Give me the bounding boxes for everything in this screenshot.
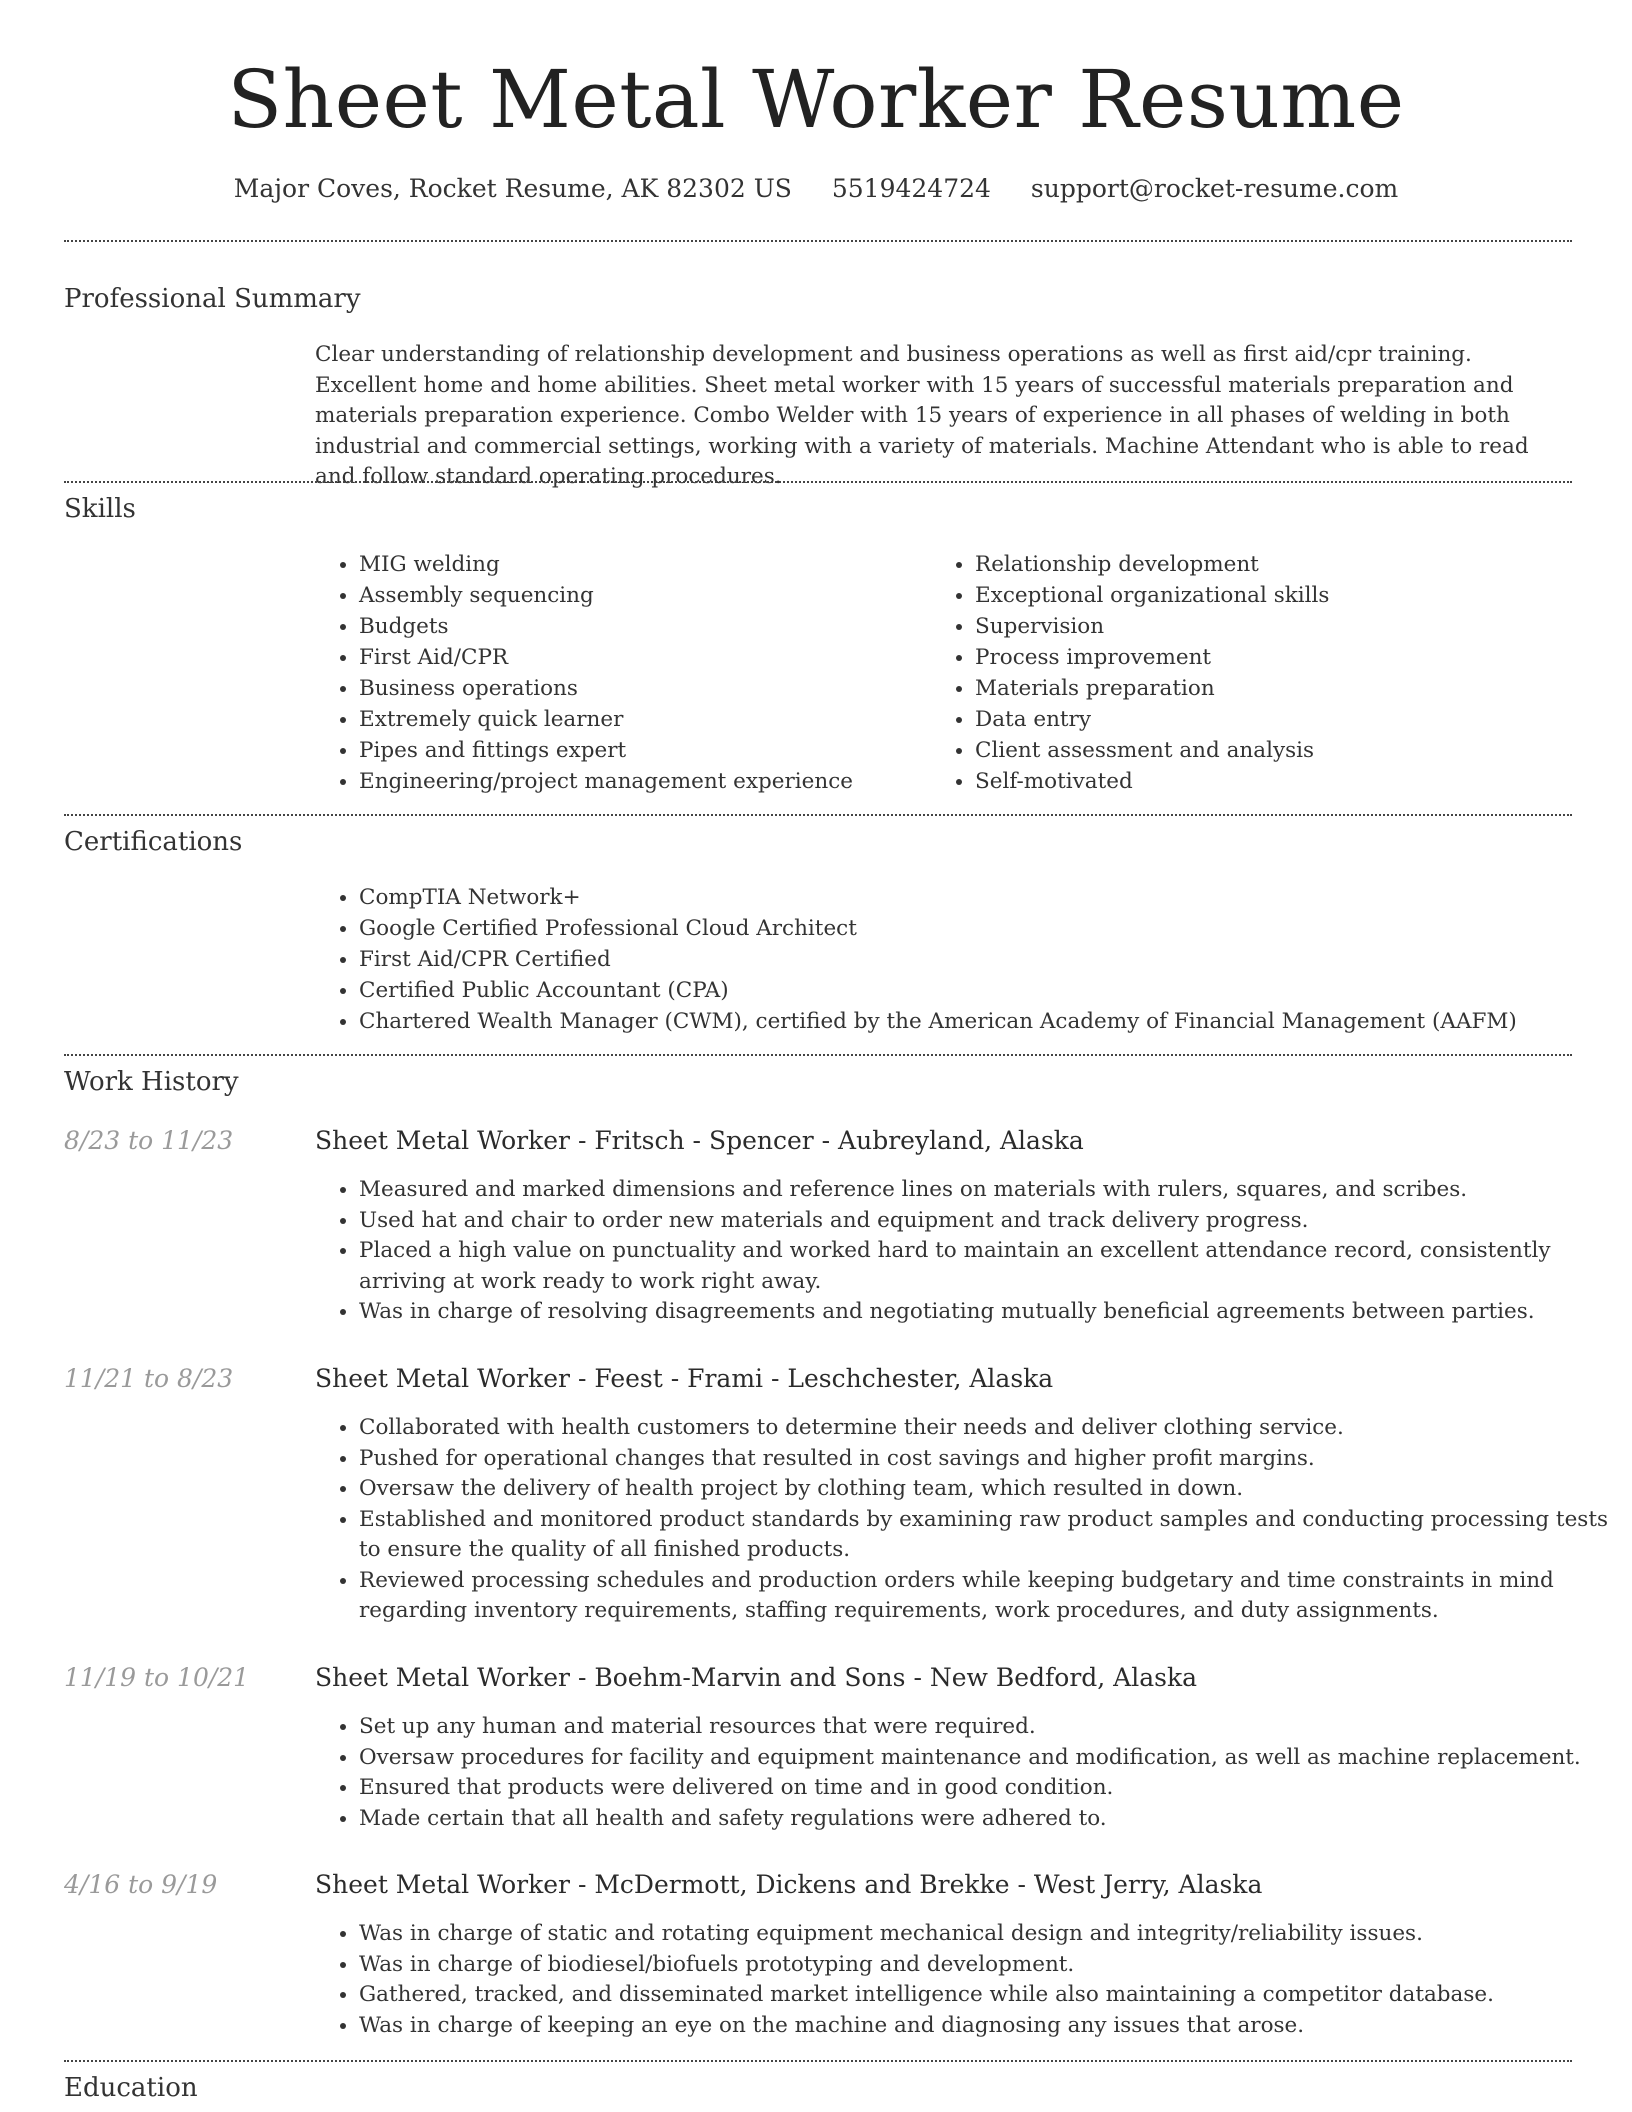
divider — [64, 481, 1572, 483]
job-title: Sheet Metal Worker - McDermott, Dickens and Brekke - West Jerry, Alaska — [315, 1870, 1263, 1899]
skill-item: • Relationship development — [975, 549, 1575, 580]
skill-item: • Budgets — [359, 611, 919, 642]
job-bullet: • Reviewed processing schedules and production orders while keeping budgetary and time constraints in mind regarding inventory requirements, staffing requirements, work procedures, and duty assignments. — [359, 1566, 1617, 1627]
skills-list-left — [315, 549, 919, 797]
certification-item: • Certified Public Accountant (CPA) — [359, 975, 1617, 1006]
skill-item: • Self-motivated — [975, 766, 1575, 797]
section-title-education: Education — [64, 2073, 198, 2103]
job-bullets — [315, 1919, 1617, 2041]
skill-item: • Data entry — [975, 704, 1575, 735]
job-date: 8/23 to 11/23 — [64, 1126, 234, 1155]
contact-line — [0, 172, 1632, 206]
job-bullets — [315, 1712, 1617, 1834]
skill-item: • Engineering/project management experience — [359, 766, 919, 797]
skill-item: • Materials preparation — [975, 673, 1575, 704]
section-title-summary: Professional Summary — [64, 284, 361, 314]
job-bullet: • Was in charge of keeping an eye on the machine and diagnosing any issues that arose. — [359, 2011, 1617, 2042]
job-title: Sheet Metal Worker - Fritsch - Spencer - Aubreyland, Alaska — [315, 1126, 1084, 1155]
job-bullet: • Gathered, tracked, and disseminated market intelligence while also maintaining a competitor database. — [359, 1980, 1617, 2011]
job-bullets — [315, 1175, 1617, 1328]
job-bullet: • Collaborated with health customers to determine their needs and deliver clothing service. — [359, 1413, 1617, 1444]
job-bullet: • Placed a high value on punctuality and worked hard to maintain an excellent attendance record, consistently arriving at work ready to work right away. — [359, 1236, 1617, 1297]
job-bullet: • Was in charge of static and rotating equipment mechanical design and integrity/reliability issues. — [359, 1919, 1617, 1950]
skill-item: • Extremely quick learner — [359, 704, 919, 735]
job-bullet: • Was in charge of biodiesel/biofuels prototyping and development. — [359, 1950, 1617, 1981]
section-title-certifications: Certifications — [64, 827, 243, 857]
resume-title: Sheet Metal Worker Resume — [227, 53, 1405, 146]
job-bullet: • Pushed for operational changes that resulted in cost savings and higher profit margins. — [359, 1444, 1617, 1475]
skill-item: • Business operations — [359, 673, 919, 704]
job-bullet: • Ensured that products were delivered on time and in good condition. — [359, 1773, 1617, 1804]
skill-item: • Pipes and fittings expert — [359, 735, 919, 766]
certification-item: • CompTIA Network+ — [359, 882, 1617, 913]
skill-item: • MIG welding — [359, 549, 919, 580]
divider — [64, 2060, 1572, 2062]
job-bullet: • Oversaw the delivery of health project by clothing team, which resulted in down. — [359, 1474, 1617, 1505]
job-bullet: • Was in charge of resolving disagreements and negotiating mutually beneficial agreements between parties. — [359, 1297, 1617, 1328]
divider — [64, 1054, 1572, 1056]
certification-item: • First Aid/CPR Certified — [359, 944, 1617, 975]
job-bullet: • Made certain that all health and safety regulations were adhered to. — [359, 1804, 1617, 1835]
skill-item: • Exceptional organizational skills — [975, 580, 1575, 611]
skill-item: • Supervision — [975, 611, 1575, 642]
skill-item: • Process improvement — [975, 642, 1575, 673]
job-date: 11/19 to 10/21 — [64, 1663, 250, 1692]
section-title-work-history: Work History — [64, 1067, 239, 1097]
divider — [64, 814, 1572, 816]
section-title-skills: Skills — [64, 494, 136, 524]
job-bullet: • Measured and marked dimensions and reference lines on materials with rulers, squares, and scribes. — [359, 1175, 1617, 1206]
skill-item: • Client assessment and analysis — [975, 735, 1575, 766]
contact-email: support@rocket-resume.com — [1030, 174, 1399, 203]
job-bullets — [315, 1413, 1617, 1627]
job-bullet: • Set up any human and material resources that were required. — [359, 1712, 1617, 1743]
job-bullet: • Used hat and chair to order new materials and equipment and track delivery progress. — [359, 1206, 1617, 1237]
contact-phone: 5519424724 — [831, 174, 991, 203]
summary-text: Clear understanding of relationship development and business operations as well as first aid/cpr training. Excellent home and home abilities. Sheet metal worker with 15 years of successful materials preparation and materials preparation experience. Combo Welder with 15 years of experience in all phases of welding in both industrial and commercial settings, working with a variety of materials. Machine Attendant who is able to read and follow standard operating procedures. — [315, 342, 1529, 489]
certification-item: • Google Certified Professional Cloud Architect — [359, 913, 1617, 944]
contact-address: Major Coves, Rocket Resume, AK 82302 US — [233, 174, 792, 203]
job-title: Sheet Metal Worker - Boehm-Marvin and Sons - New Bedford, Alaska — [315, 1663, 1198, 1692]
divider — [64, 240, 1572, 242]
skills-list-right — [931, 549, 1575, 797]
job-bullet: • Established and monitored product standards by examining raw product samples and conducting processing tests to ensure the quality of all finished products. — [359, 1505, 1617, 1566]
skill-item: • First Aid/CPR — [359, 642, 919, 673]
job-bullet: • Oversaw procedures for facility and equipment maintenance and modification, as well as machine replacement. — [359, 1743, 1617, 1774]
job-date: 4/16 to 9/19 — [64, 1870, 218, 1899]
skill-item: • Assembly sequencing — [359, 580, 919, 611]
certification-item: • Chartered Wealth Manager (CWM), certified by the American Academy of Financial Management (AAFM) — [359, 1006, 1617, 1037]
job-date: 11/21 to 8/23 — [64, 1364, 234, 1393]
job-title: Sheet Metal Worker - Feest - Frami - Leschchester, Alaska — [315, 1364, 1054, 1393]
certifications-list — [315, 882, 1617, 1037]
